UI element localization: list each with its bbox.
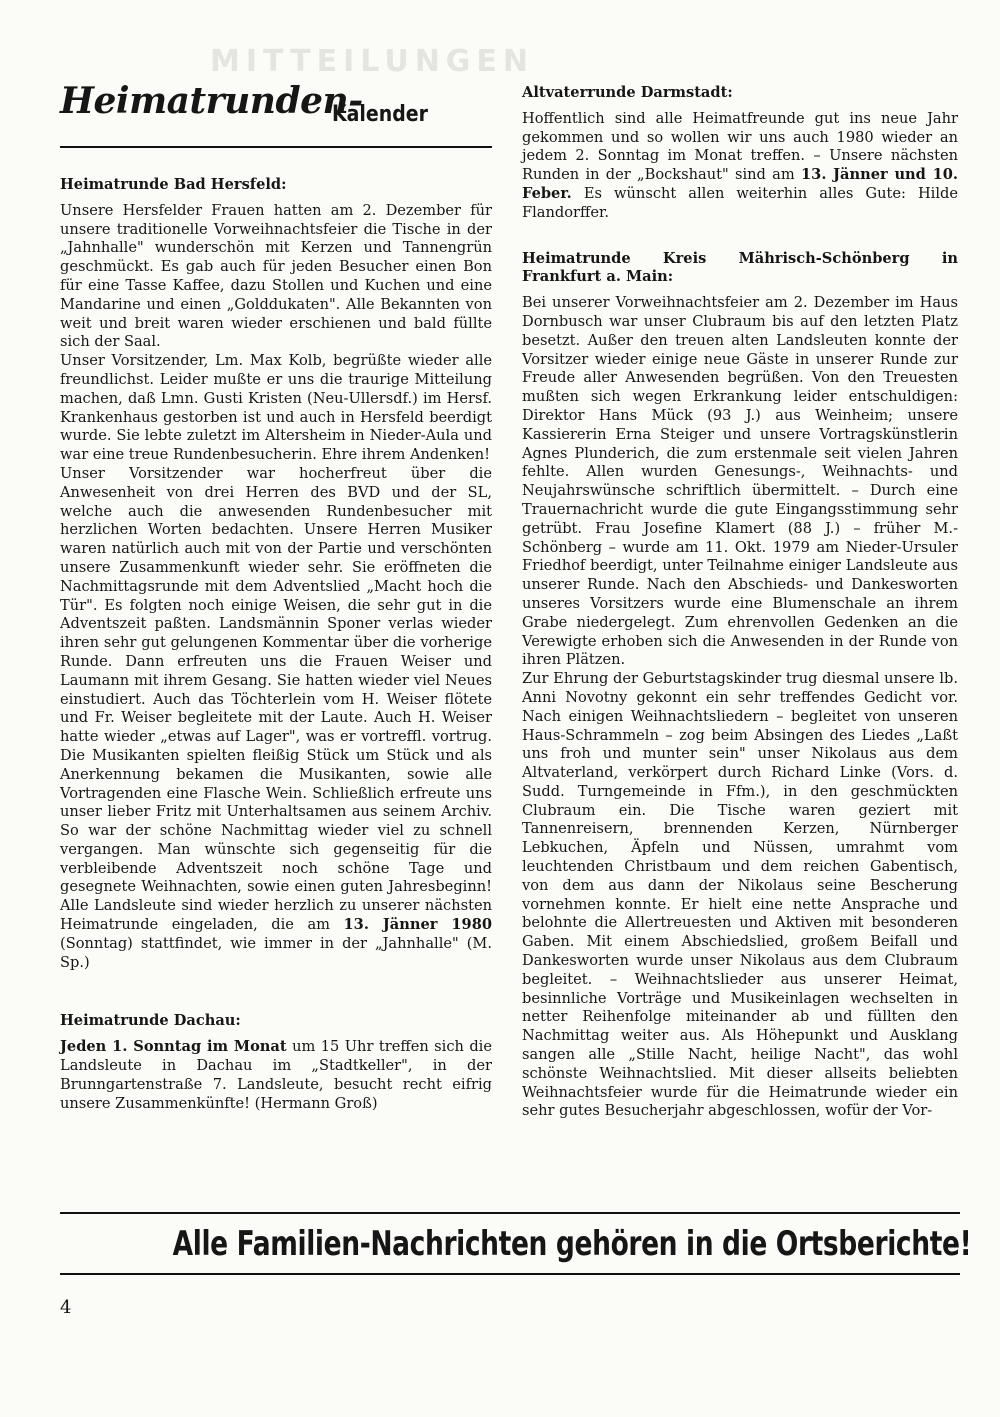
paragraph-text: Hoffentlich sind alle Heimatfreunde gut ins neue Jahr gekommen und so wollen wir uns auch 1980 wieder an jedem 2. Sonntag im Monat treffen. – Unsere nächsten Runden in der „Bockshaut" sind am	[522, 109, 958, 184]
masthead-title: Heimatrunden-	[60, 80, 363, 122]
section-title: Heimatrunde Bad Hersfeld:	[60, 176, 287, 193]
paragraph: Unser Vorsitzender, Lm. Max Kolb, begrüßte wieder alle freundlichst. Leider mußte er uns die traurige Mitteilung machen, daß Lmn. Gusti Kristen (Neu-Ullersdf.) im Hersf. Krankenhaus gestorben ist und auch in Hersfeld beerdigt wurde. Sie lebte zuletzt im Altersheim in Nieder-Aula und war eine treue Rundenbesucherin. Ehre ihrem Andenken!	[60, 352, 492, 464]
paragraph: Bei unserer Vorweihnachtsfeier am 2. Dezember im Haus Dornbusch war unser Clubraum bis auf den letzten Platz besetzt. Außer den treuen alten Landsleuten konnte der Vorsitzer wieder einige neue Gäste in unserer Runde zur Freude aller Anwesenden begrüßen. Von den Treuesten mußten sich wegen Erkrankung leider entschuldigen: Direktor Hans Mück (93 J.) aus Weinheim; unsere Kassiererin Erna Steiger und unsere Vortragskünstlerin Agnes Plunderich, die zum erstenmale seit vielen Jahren fehlte. Allen wurden Genesungs-, Weihnachts- und Neujahrswünsche schriftlich übermittelt. – Durch eine Trauernachricht wurde die gute Eingangsstimmung sehr getrübt. Frau Josefine Klamert (88 J.) – früher M.-Schönberg – wurde am 11. Okt. 1979 am Nieder-Ursuler Friedhof beerdigt, unter Teilnahme einiger Landsleute aus unserer Runde. Nach den Abschieds- und Dankesworten unseres Vorsitzers wurde eine Blumenschale an ihrem Grabe niedergelegt. Zum ehrenvollen Gedenken an die Verewigte erhoben sich die Anwesenden in der Runde von ihren Plätzen.	[522, 294, 958, 669]
section-darmstadt	[522, 84, 958, 223]
paragraph: Unsere Hersfelder Frauen hatten am 2. Dezember für unsere traditionelle Vorweihnachtsfeier die Tische in der „Jahnhalle" wunderschön mit Kerzen und Tannengrün geschmückt. Es gab auch für jeden Besucher einen Bon für eine Tasse Kaffee, dazu Stollen und Kuchen und eine Mandarine und einen „Golddukaten". Alle Bekannten von weit und breit waren wieder erschienen und bald füllte sich der Saal.	[60, 201, 492, 351]
right-column	[522, 84, 958, 1148]
date-highlight: 13. Jänner und 10. Feber.	[522, 166, 958, 202]
section-title: Heimatrunde Dachau:	[60, 1012, 241, 1030]
date-highlight: 13. Jänner 1980	[343, 916, 493, 934]
divider-top	[60, 1212, 960, 1214]
notice-text: Alle Familien-Nachrichten gehören in die Ortsberichte!	[172, 1224, 972, 1264]
masthead-subtitle: Kalender	[332, 102, 428, 127]
lead-highlight: Jeden 1. Sonntag im Monat	[60, 1038, 287, 1056]
page-number: 4	[60, 1297, 72, 1318]
paragraph-text: Es wünscht allen weiterhin alles Gute: Hilde Flandorffer.	[522, 184, 958, 221]
section-title: Altvaterrunde Darmstadt:	[522, 84, 733, 101]
section-title: Heimatrunde Kreis Mährisch-Schönberg in Frankfurt a. Main:	[522, 249, 958, 286]
paragraph	[60, 465, 492, 973]
bleed-through-heading: MITTEILUNGEN	[210, 44, 535, 79]
section-frankfurt	[522, 250, 958, 1122]
paragraph-text: um 15 Uhr treffen sich die Landsleute in Dachau im „Stadtkeller", in der Brunngartenstraße 7. Landsleute, besucht recht eifrig unsere Zusammenkünfte! (Hermann Groß)	[60, 1038, 492, 1112]
section-dachau	[60, 1012, 492, 1113]
paragraph: Zur Ehrung der Geburtstagskinder trug diesmal unsere lb. Anni Novotny gekonnt ein sehr treffendes Gedicht vor. Nach einigen Weihnachtsliedern – begleitet von unseren Haus-Schrammeln – zog beim Absingen des Liedes „Laßt uns froh und munter sein" unser Nikolaus aus dem Altvaterland, verkörpert durch Richard Linke (Vors. d. Sudd. Turngemeinde in Ffm.), in den geschmückten Clubraum ein. Die Tische waren geziert mit Tannenreisern, brennenden Kerzen, Nürnberger Lebkuchen, Äpfeln und Nüssen, umrahmt vom leuchtenden Christbaum und dem reichen Gabentisch, von dem aus dann der Nikolaus seine Bescherung vornehmen konnte. Er hielt eine nette Ansprache und belohnte die Allertreuesten und Aktiven mit besonderen Gaben. Mit einem Abschiedslied, großem Beifall und Dankesworten wurde unser Nikolaus aus dem Clubraum begleitet. – Weihnachtslieder aus unserer Heimat, besinnliche Vorträge und Musikeinlagen wechselten in netter Reihenfolge miteinander ab und füllten den Nachmittag weiter aus. Als Höhepunkt und Ausklang sangen alle „Stille Nacht, heilige Nacht", das wohl schönste Weihnachtslied. Mit dieser allseits beliebten Weihnachtsfeier wurde für die Heimatrunde wieder ein sehr gutes Besucherjahr abgeschlossen, wofür der Vor-	[522, 670, 958, 1120]
paragraph-text: Unser Vorsitzender war hocherfreut über die Anwesenheit von drei Herren des BVD und der SL, welche auch die anwesenden Rundenbesucher mit herzlichen Worten bedachten. Unsere Herren Musiker waren natürlich auch mit von der Partie und verschönten unsere Zusammenkunft wieder sehr. Sie eröffneten die Nachmittagsrunde mit dem Adventslied „Macht hoch die Tür". Es folgten noch einige Weisen, die sehr gut in die Adventszeit paßten. Landsmännin Sponer verlas wieder ihren sehr gut gelungenen Kommentar über die vorherige Runde. Dann erfreuten uns die Frauen Weiser und Laumann mit ihrem Gesang. Sie hatten wieder viel Neues einstudiert. Auch das Töchterlein vom H. Weiser flötete und Fr. Weiser begleitete mit der Laute. Auch H. Weiser hatte wieder „etwas auf Lager", was er vortreffl. vortrug. Die Musikanten spielten fleißig Stück um Stück und als Anerkennung bekamen die Musikanten, sowie alle Vortragenden eine Flasche Wein. Schließlich erfreute uns unser lieber Fritz mit Unterhaltsamen aus seinem Archiv. So war der schöne Nachmittag wieder viel zu schnell vergangen. Man wünschte sich gegenseitig für die verbleibende Adventszeit noch schöne Tage und gesegnete Weihnachten, sowie einen guten Jahresbeginn! Alle Landsleute sind wieder herzlich zu unserer nächsten Heimatrunde eingeladen, die am	[60, 464, 492, 934]
divider-bottom	[60, 1273, 960, 1275]
paragraph	[522, 110, 958, 223]
paragraph-text: (Sonntag) stattfindet, wie immer in der „Jahnhalle" (M. Sp.)	[60, 934, 492, 971]
section-bad-hersfeld	[60, 176, 492, 972]
masthead	[60, 80, 492, 148]
paragraph	[60, 1038, 492, 1113]
notice-banner	[60, 1224, 972, 1270]
left-column	[60, 80, 492, 1140]
